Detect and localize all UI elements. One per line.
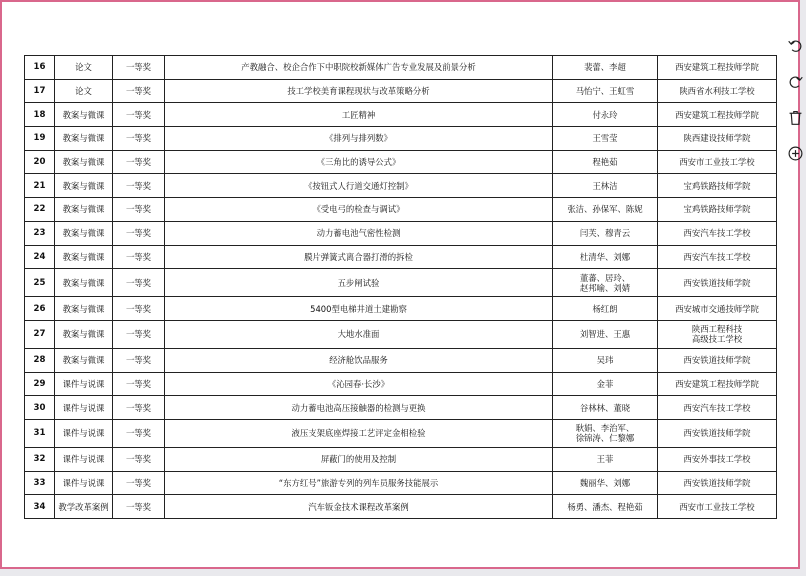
authors-cell: 张洁、孙保军、陈妮 bbox=[553, 198, 658, 222]
authors-cell: 吴玮 bbox=[553, 348, 658, 372]
title-cell: 5400型电梯井道土建勘察 bbox=[165, 297, 553, 321]
table-row bbox=[25, 297, 777, 321]
table-row bbox=[25, 174, 777, 198]
row-number: 17 bbox=[25, 79, 55, 103]
award-cell: 一等奖 bbox=[113, 320, 165, 348]
row-number: 20 bbox=[25, 150, 55, 174]
undo-button[interactable] bbox=[784, 34, 806, 56]
category-cell: 教案与微课 bbox=[55, 245, 113, 269]
title-cell: 大地水准面 bbox=[165, 320, 553, 348]
award-cell: 一等奖 bbox=[113, 150, 165, 174]
category-cell: 教案与微课 bbox=[55, 320, 113, 348]
category-cell: 课件与说课 bbox=[55, 447, 113, 471]
authors-cell: 王菲 bbox=[553, 447, 658, 471]
row-number: 32 bbox=[25, 447, 55, 471]
award-cell: 一等奖 bbox=[113, 245, 165, 269]
authors-cell: 杨勇、潘杰、程艳茹 bbox=[553, 495, 658, 519]
title-cell: 膜片弹簧式离合器打滑的拆检 bbox=[165, 245, 553, 269]
row-number: 33 bbox=[25, 471, 55, 495]
authors-cell: 董蕃、居玲、 赵邦喻、刘婧 bbox=[553, 269, 658, 297]
award-cell: 一等奖 bbox=[113, 174, 165, 198]
school-cell: 西安建筑工程技师学院 bbox=[658, 103, 777, 127]
award-cell: 一等奖 bbox=[113, 419, 165, 447]
table-row bbox=[25, 372, 777, 396]
trash-icon bbox=[787, 109, 804, 126]
category-cell: 课件与说课 bbox=[55, 372, 113, 396]
authors-cell: 金菲 bbox=[553, 372, 658, 396]
table-row bbox=[25, 471, 777, 495]
school-cell: 西安铁道技师学院 bbox=[658, 348, 777, 372]
table-row bbox=[25, 245, 777, 269]
category-cell: 教案与微课 bbox=[55, 103, 113, 127]
authors-cell: 谷林林、董晓 bbox=[553, 396, 658, 420]
redo-button[interactable] bbox=[784, 70, 806, 92]
school-cell: 西安外事技工学校 bbox=[658, 447, 777, 471]
title-cell: 汽车钣金技术课程改革案例 bbox=[165, 495, 553, 519]
category-cell: 教学改革案例 bbox=[55, 495, 113, 519]
table-row bbox=[25, 198, 777, 222]
school-cell: 西安市工业技工学校 bbox=[658, 150, 777, 174]
authors-cell: 程艳茹 bbox=[553, 150, 658, 174]
row-number: 26 bbox=[25, 297, 55, 321]
table-row bbox=[25, 127, 777, 151]
row-number: 18 bbox=[25, 103, 55, 127]
category-cell: 教案与微课 bbox=[55, 127, 113, 151]
school-cell: 陕西工程科技 高级技工学校 bbox=[658, 320, 777, 348]
title-cell: 产教融合、校企合作下中职院校新媒体广告专业发展及前景分析 bbox=[165, 56, 553, 80]
school-cell: 陕西建设技师学院 bbox=[658, 127, 777, 151]
award-cell: 一等奖 bbox=[113, 79, 165, 103]
school-cell: 西安汽车技工学校 bbox=[658, 396, 777, 420]
authors-cell: 魏丽华、刘娜 bbox=[553, 471, 658, 495]
category-cell: 教案与微课 bbox=[55, 297, 113, 321]
row-number: 21 bbox=[25, 174, 55, 198]
school-cell: 宝鸡铁路技师学院 bbox=[658, 174, 777, 198]
title-cell: 《按钮式人行道交通灯控制》 bbox=[165, 174, 553, 198]
school-cell: 西安市工业技工学校 bbox=[658, 495, 777, 519]
table-row bbox=[25, 221, 777, 245]
undo-icon bbox=[787, 37, 804, 54]
school-cell: 西安铁道技师学院 bbox=[658, 471, 777, 495]
award-cell: 一等奖 bbox=[113, 198, 165, 222]
title-cell: 液压支架底座焊接工艺评定金相检验 bbox=[165, 419, 553, 447]
title-cell: 《受电弓的检查与调试》 bbox=[165, 198, 553, 222]
table-row bbox=[25, 419, 777, 447]
table-row bbox=[25, 103, 777, 127]
school-cell: 宝鸡铁路技师学院 bbox=[658, 198, 777, 222]
awards-table-body bbox=[25, 56, 777, 519]
award-cell: 一等奖 bbox=[113, 348, 165, 372]
title-cell: 屏蔽门的使用及控制 bbox=[165, 447, 553, 471]
row-number: 24 bbox=[25, 245, 55, 269]
award-cell: 一等奖 bbox=[113, 471, 165, 495]
category-cell: 论文 bbox=[55, 56, 113, 80]
title-cell: 动力蓄电池气密性检测 bbox=[165, 221, 553, 245]
award-cell: 一等奖 bbox=[113, 221, 165, 245]
authors-cell: 杜清华、刘娜 bbox=[553, 245, 658, 269]
row-number: 29 bbox=[25, 372, 55, 396]
title-cell: 技工学校美育课程现状与改革策略分析 bbox=[165, 79, 553, 103]
title-cell: 《三角比的诱导公式》 bbox=[165, 150, 553, 174]
category-cell: 教案与微课 bbox=[55, 269, 113, 297]
authors-cell: 裴蕾、李超 bbox=[553, 56, 658, 80]
authors-cell: 付永玲 bbox=[553, 103, 658, 127]
title-cell: “东方红号”旅游专列的列车员服务技能展示 bbox=[165, 471, 553, 495]
title-cell: 五步闸试验 bbox=[165, 269, 553, 297]
title-cell: 《排列与排列数》 bbox=[165, 127, 553, 151]
category-cell: 教案与微课 bbox=[55, 174, 113, 198]
table-row bbox=[25, 79, 777, 103]
category-cell: 教案与微课 bbox=[55, 198, 113, 222]
award-cell: 一等奖 bbox=[113, 297, 165, 321]
table-row bbox=[25, 320, 777, 348]
award-cell: 一等奖 bbox=[113, 56, 165, 80]
award-cell: 一等奖 bbox=[113, 269, 165, 297]
school-cell: 西安建筑工程技师学院 bbox=[658, 56, 777, 80]
category-cell: 教案与微课 bbox=[55, 150, 113, 174]
category-cell: 课件与说课 bbox=[55, 471, 113, 495]
school-cell: 西安铁道技师学院 bbox=[658, 419, 777, 447]
award-cell: 一等奖 bbox=[113, 372, 165, 396]
row-number: 23 bbox=[25, 221, 55, 245]
row-number: 16 bbox=[25, 56, 55, 80]
table-row bbox=[25, 447, 777, 471]
add-button[interactable] bbox=[784, 142, 806, 164]
title-cell: 工匠精神 bbox=[165, 103, 553, 127]
category-cell: 论文 bbox=[55, 79, 113, 103]
title-cell: 动力蓄电池高压接触器的检测与更换 bbox=[165, 396, 553, 420]
authors-cell: 闫芙、穆青云 bbox=[553, 221, 658, 245]
authors-cell: 杨红朗 bbox=[553, 297, 658, 321]
table-row bbox=[25, 495, 777, 519]
row-number: 28 bbox=[25, 348, 55, 372]
row-number: 27 bbox=[25, 320, 55, 348]
category-cell: 课件与说课 bbox=[55, 419, 113, 447]
add-circle-icon bbox=[787, 145, 804, 162]
school-cell: 西安汽车技工学校 bbox=[658, 221, 777, 245]
authors-cell: 耿娟、李治军、 徐锦涛、仁黎娜 bbox=[553, 419, 658, 447]
school-cell: 西安铁道技师学院 bbox=[658, 269, 777, 297]
title-cell: 经济舱饮品服务 bbox=[165, 348, 553, 372]
awards-table bbox=[24, 55, 777, 519]
authors-cell: 王雪莹 bbox=[553, 127, 658, 151]
row-number: 22 bbox=[25, 198, 55, 222]
category-cell: 教案与微课 bbox=[55, 221, 113, 245]
authors-cell: 刘智进、王惠 bbox=[553, 320, 658, 348]
side-toolbar bbox=[784, 34, 806, 178]
award-cell: 一等奖 bbox=[113, 127, 165, 151]
table-row bbox=[25, 269, 777, 297]
school-cell: 西安建筑工程技师学院 bbox=[658, 372, 777, 396]
table-row bbox=[25, 396, 777, 420]
school-cell: 西安城市交通技师学院 bbox=[658, 297, 777, 321]
authors-cell: 王林洁 bbox=[553, 174, 658, 198]
row-number: 31 bbox=[25, 419, 55, 447]
row-number: 30 bbox=[25, 396, 55, 420]
award-cell: 一等奖 bbox=[113, 495, 165, 519]
title-cell: 《沁园春·长沙》 bbox=[165, 372, 553, 396]
row-number: 34 bbox=[25, 495, 55, 519]
table-row bbox=[25, 348, 777, 372]
award-cell: 一等奖 bbox=[113, 447, 165, 471]
row-number: 25 bbox=[25, 269, 55, 297]
table-row bbox=[25, 150, 777, 174]
school-cell: 陕西省水利技工学校 bbox=[658, 79, 777, 103]
delete-button[interactable] bbox=[784, 106, 806, 128]
award-cell: 一等奖 bbox=[113, 396, 165, 420]
school-cell: 西安汽车技工学校 bbox=[658, 245, 777, 269]
category-cell: 课件与说课 bbox=[55, 396, 113, 420]
authors-cell: 马怡宁、王虹雪 bbox=[553, 79, 658, 103]
award-cell: 一等奖 bbox=[113, 103, 165, 127]
row-number: 19 bbox=[25, 127, 55, 151]
table-row bbox=[25, 56, 777, 80]
redo-icon bbox=[787, 73, 804, 90]
category-cell: 教案与微课 bbox=[55, 348, 113, 372]
